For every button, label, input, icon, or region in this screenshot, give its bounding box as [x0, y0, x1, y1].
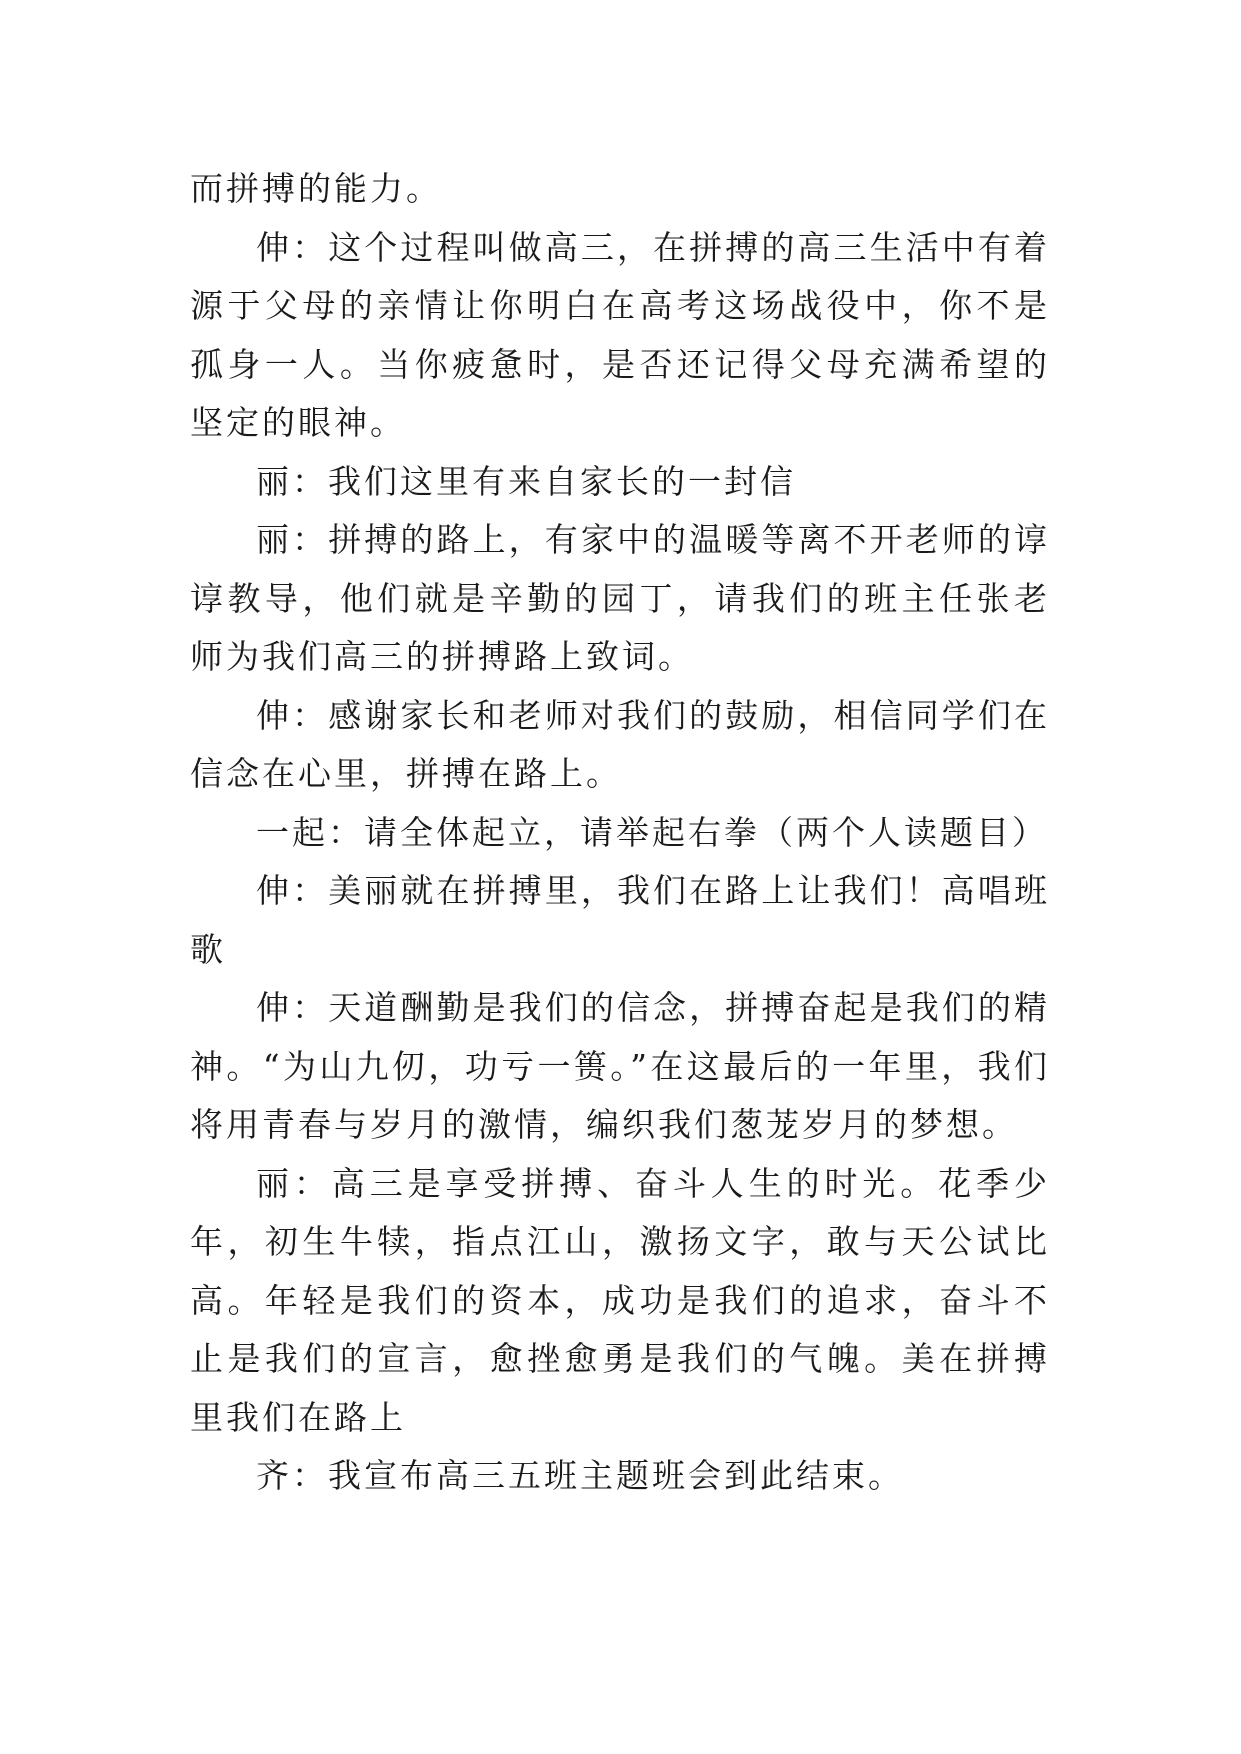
- document-body: [190, 160, 1050, 1506]
- paragraph-together: 一起：请全体起立，请举起右拳（两个人读题目）: [256, 812, 1048, 852]
- paragraph-li-3: 丽：高三是享受拼搏、奋斗人生的时光。花季少年，初生牛犊，指点江山，激扬文字，敢与天公试比高。年轻是我们的资本，成功是我们的追求，奋斗不止是我们的宣言，愈挫愈勇是我们的气魄。美在拼搏里我们在路上: [190, 1163, 1050, 1437]
- paragraph-shen-4: 伸：天道酬勤是我们的信念，拼搏奋起是我们的精神。“为山九仞，功亏一篑。”在这最后的一年里，我们将用青春与岁月的激情，编织我们葱茏岁月的梦想。: [190, 988, 1050, 1144]
- paragraph-shen-2: 伸：感谢家长和老师对我们的鼓励，相信同学们在信念在心里，拼搏在路上。: [190, 695, 1050, 793]
- paragraph-shen-3: 伸：美丽就在拼搏里，我们在路上让我们！高唱班歌: [190, 871, 1050, 969]
- paragraph-shen-1: 伸：这个过程叫做高三，在拼搏的高三生活中有着源于父母的亲情让你明白在高考这场战役中，你不是孤身一人。当你疲惫时，是否还记得父母充满希望的坚定的眼神。: [190, 227, 1050, 442]
- paragraph-continuation: 而拼搏的能力。: [190, 169, 442, 208]
- paragraph-closing: 齐：我宣布高三五班主题班会到此结束。: [256, 1456, 904, 1495]
- paragraph-li-2: 丽：拼搏的路上，有家中的温暖等离不开老师的谆谆教导，他们就是辛勤的园丁，请我们的班主任张老师为我们高三的拼搏路上致词。: [190, 520, 1050, 676]
- paragraph-li-1: 丽：我们这里有来自家长的一封信: [256, 461, 796, 501]
